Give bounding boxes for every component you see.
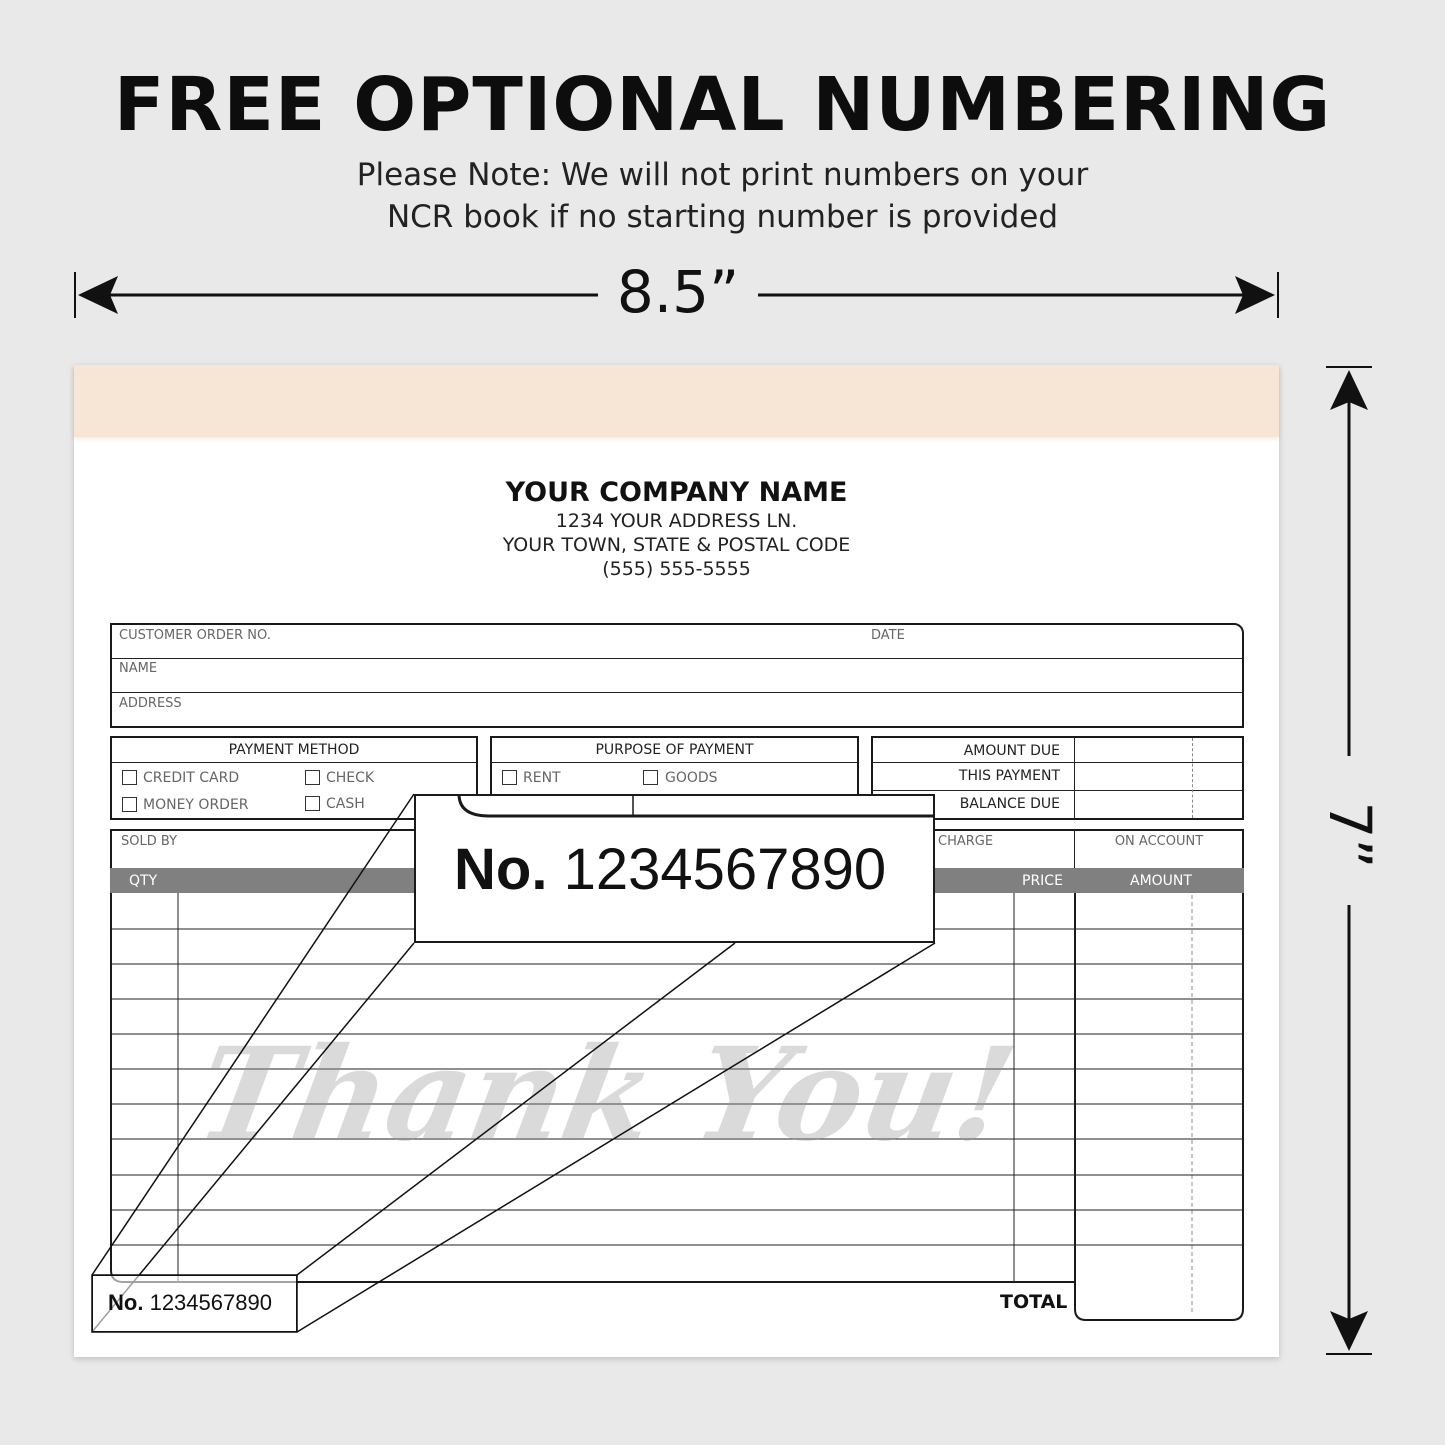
charge-label: CHARGE — [938, 834, 994, 849]
small-number-label — [108, 1290, 272, 1316]
small-number-value: 1234567890 — [149, 1290, 272, 1315]
callout-form-fragment — [414, 794, 935, 834]
name-label: NAME — [119, 661, 158, 676]
date-label: DATE — [871, 628, 905, 643]
height-dimension-label: 7” — [1305, 785, 1395, 885]
money-order-label: MONEY ORDER — [143, 797, 249, 813]
credit-card-label: CREDIT CARD — [143, 770, 240, 786]
sold-by-label: SOLD BY — [121, 834, 178, 849]
price-header: PRICE — [1022, 873, 1063, 889]
callout-number-value: 1234567890 — [563, 837, 887, 902]
customer-order-no-label: CUSTOMER ORDER NO. — [119, 628, 271, 643]
amount-header: AMOUNT — [1130, 873, 1192, 889]
address-label: ADDRESS — [119, 696, 182, 711]
small-number-prefix: No. — [108, 1290, 144, 1315]
qty-header: QTY — [129, 873, 158, 889]
total-label: TOTAL — [1000, 1291, 1068, 1313]
thank-you-watermark: Thank You! — [186, 1020, 1026, 1170]
company-address: 1234 YOUR ADDRESS LN. — [555, 510, 798, 532]
headline: FREE OPTIONAL NUMBERING — [113, 62, 1332, 148]
company-phone: (555) 555-5555 — [602, 558, 751, 580]
company-city: YOUR TOWN, STATE & POSTAL CODE — [502, 534, 851, 556]
company-name: YOUR COMPANY NAME — [505, 477, 848, 508]
callout-number-prefix: No. — [454, 837, 548, 902]
width-dimension-label: 8.5” — [598, 258, 758, 326]
cash-label: CASH — [326, 796, 365, 812]
on-account-label: ON ACCOUNT — [1114, 834, 1204, 849]
goods-label: GOODS — [665, 770, 718, 786]
note-line-2: NCR book if no starting number is provided — [386, 199, 1059, 235]
rent-label: RENT — [523, 770, 561, 786]
purpose-of-payment-title: PURPOSE OF PAYMENT — [595, 742, 754, 758]
balance-due-label: BALANCE DUE — [959, 796, 1060, 812]
payment-method-title: PAYMENT METHOD — [228, 742, 360, 758]
this-payment-label: THIS PAYMENT — [958, 768, 1060, 784]
amount-due-label: AMOUNT DUE — [963, 743, 1060, 759]
check-label: CHECK — [326, 770, 375, 786]
callout-number-label — [454, 836, 886, 903]
note-line-1: Please Note: We will not print numbers on your — [356, 157, 1089, 193]
